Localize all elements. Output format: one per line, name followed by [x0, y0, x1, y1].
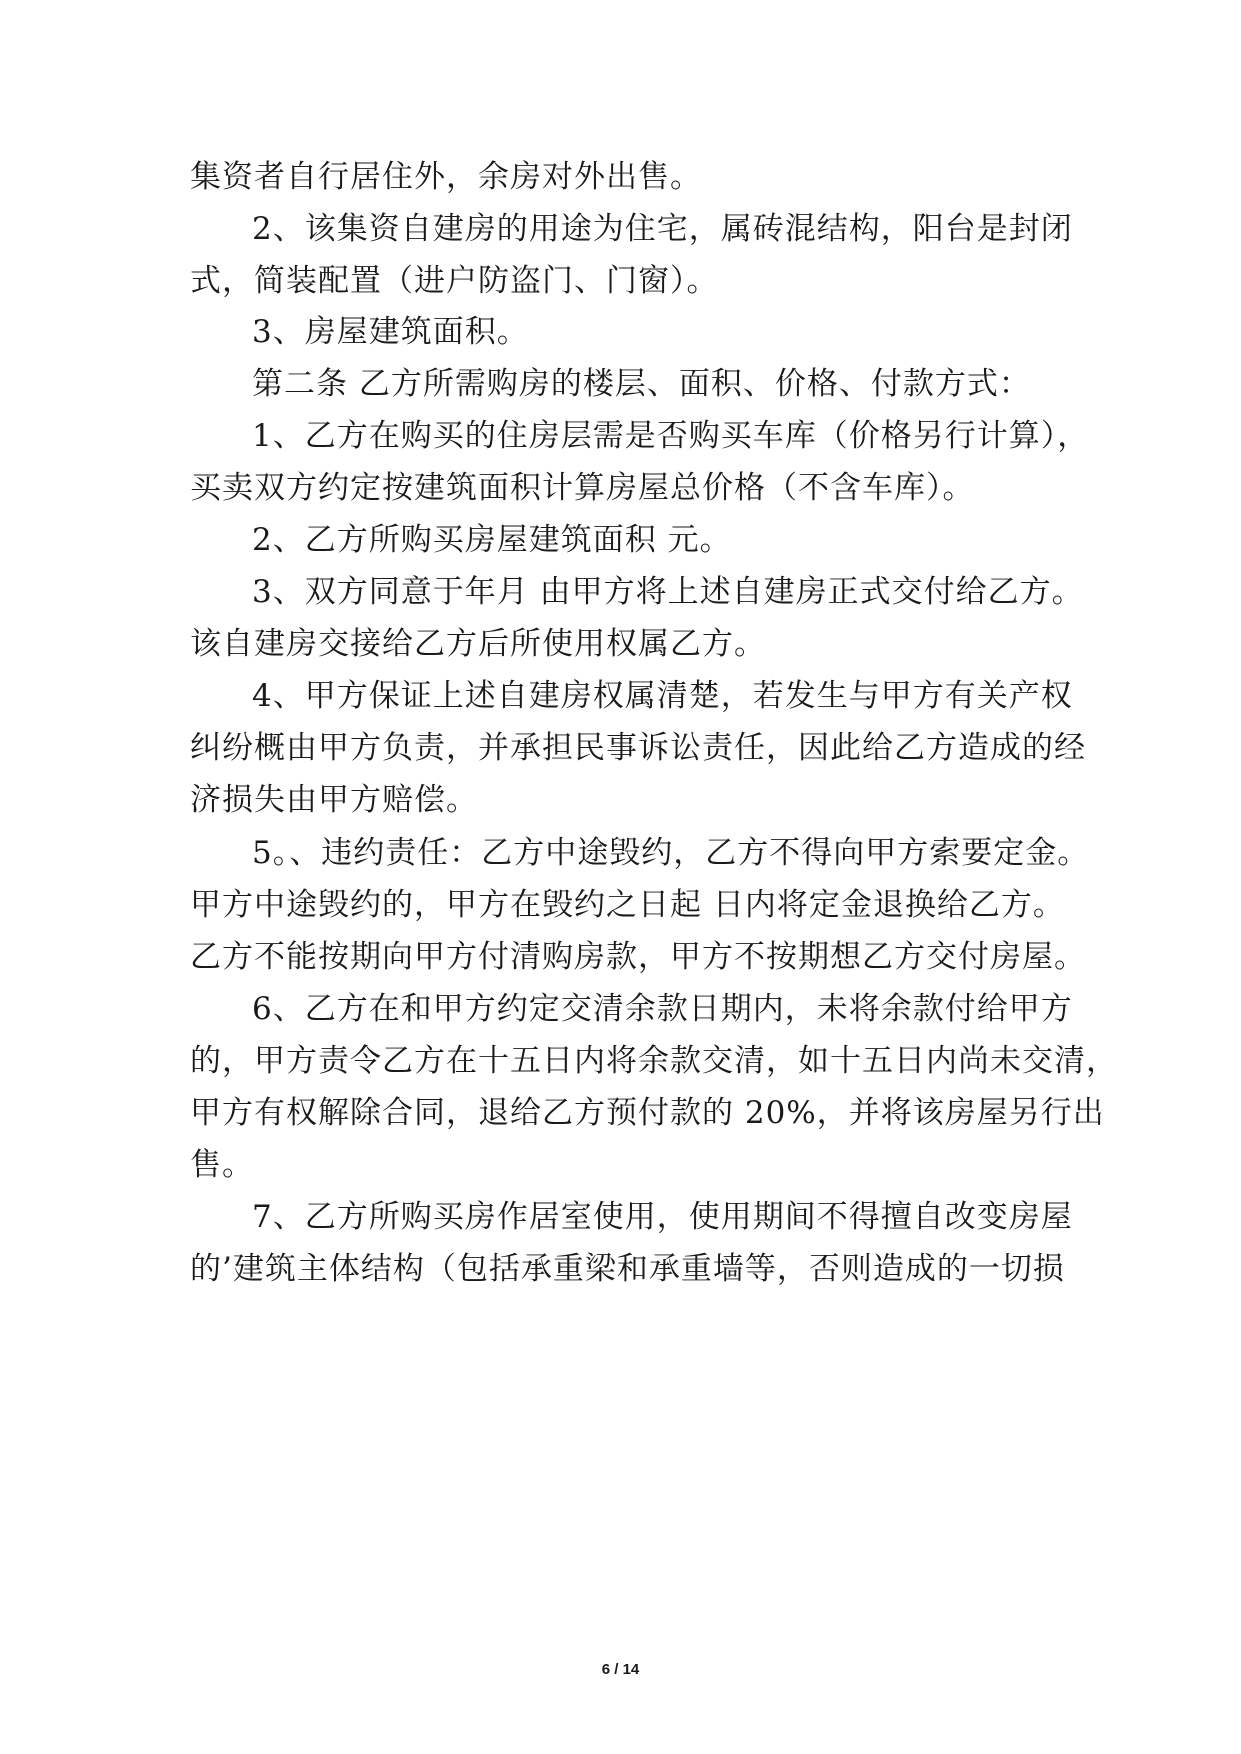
text-line: 6、乙方在和甲方约定交清余款日期内，未将余款付给甲方 — [252, 991, 1073, 1027]
text-line: 2、该集资自建房的用途为住宅，属砖混结构，阳台是封闭 — [252, 211, 1073, 247]
text-line: 该自建房交接给乙方后所使用权属乙方。 — [190, 626, 766, 662]
page-number: 6 / 14 — [601, 1661, 640, 1678]
text-line: 纠纷概由甲方负责，并承担民事诉讼责任，因此给乙方造成的经 — [190, 730, 1086, 766]
text-line: 甲方中途毁约的，甲方在毁约之日起 日内将定金退换给乙方。 — [190, 887, 1065, 923]
text-line: 3、房屋建筑面积。 — [252, 314, 529, 350]
text-line: 甲方有权解除合同，退给乙方预付款的 20%，并将该房屋另行出 — [190, 1095, 1105, 1131]
text-line: 的’建筑主体结构（包括承重梁和承重墙等，否则造成的一切损 — [190, 1251, 1065, 1287]
section-heading: 第二条 乙方所需购房的楼层、面积、价格、付款方式： — [252, 366, 1031, 402]
text-line: 售。 — [190, 1147, 254, 1183]
text-line: 5。、违约责任：乙方中途毁约，乙方不得向甲方索要定金。 — [252, 835, 1090, 871]
text-line: 7、乙方所购买房作居室使用，使用期间不得擅自改变房屋 — [252, 1199, 1073, 1235]
text-line: 式，简装配置（进户防盗门、门窗）。 — [190, 263, 719, 299]
text-line: 2、乙方所购买房屋建筑面积 元。 — [252, 522, 732, 558]
text-line: 的，甲方责令乙方在十五日内将余款交清，如十五日内尚未交清， — [190, 1043, 1118, 1079]
text-line: 买卖双方约定按建筑面积计算房屋总价格（不含车库）。 — [190, 470, 975, 506]
text-line: 3、双方同意于年月 由甲方将上述自建房正式交付给乙方。 — [252, 574, 1084, 610]
text-line: 1、乙方在购买的住房层需是否购买车库（价格另行计算）， — [252, 418, 1090, 454]
text-line: 4、甲方保证上述自建房权属清楚，若发生与甲方有关产权 — [252, 678, 1073, 714]
text-line: 集资者自行居住外，余房对外出售。 — [190, 159, 702, 195]
text-line: 济损失由甲方赔偿。 — [190, 782, 478, 818]
text-line: 乙方不能按期向甲方付清购房款，甲方不按期想乙方交付房屋。 — [190, 939, 1086, 975]
